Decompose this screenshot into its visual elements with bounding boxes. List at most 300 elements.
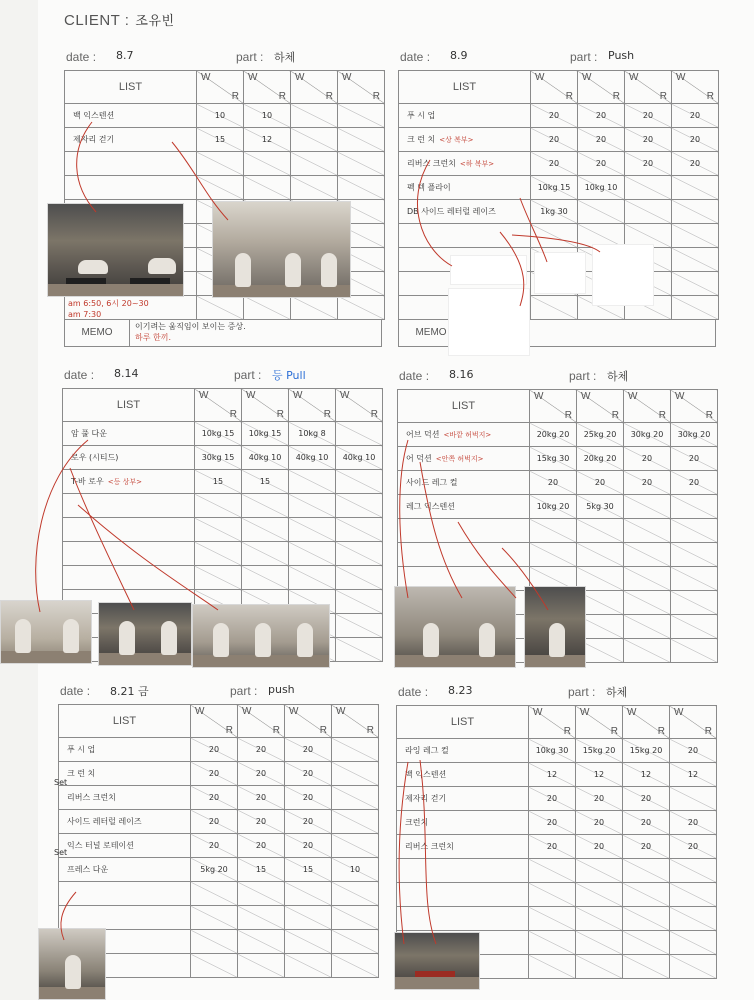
exercise-name (59, 786, 191, 810)
client-label: CLIENT : (64, 12, 130, 29)
weight-label: W (674, 707, 684, 718)
set-cell (291, 104, 338, 128)
set-cell (530, 519, 577, 543)
set-cell (238, 906, 285, 930)
set-cell (624, 591, 671, 615)
set-cell: 20 (238, 834, 285, 858)
weight-label: W (289, 706, 299, 717)
set-cell: 15 (197, 128, 244, 152)
set-cell (531, 296, 578, 320)
set-cell (671, 495, 718, 519)
set-cell: 20 (623, 811, 670, 835)
date-label: date : (398, 685, 429, 699)
exercise-name (398, 447, 530, 471)
workout-sheet-4 (397, 368, 715, 511)
weight-reps-header (197, 71, 244, 104)
date-value: 8.9 (450, 49, 468, 62)
exercise-photo-leg-curl (524, 586, 586, 668)
exercise-row (63, 446, 383, 470)
exercise-name (65, 152, 197, 176)
set-cell: 5kg 20 (191, 858, 238, 882)
exercise-log-table (58, 704, 379, 978)
set-cell (625, 176, 672, 200)
exercise-row (398, 495, 718, 519)
memo-note-red: 하루 한끼. (135, 333, 171, 342)
exercise-label: 어 덕션 (406, 454, 432, 463)
set-cell (285, 882, 332, 906)
exercise-name (398, 471, 530, 495)
weight-reps-header (623, 706, 670, 739)
exercise-row (59, 882, 379, 906)
exercise-row (65, 176, 385, 200)
set-cell (338, 152, 385, 176)
memo-row (64, 319, 382, 347)
table-header-row (399, 71, 719, 104)
weight-label: W (242, 706, 252, 717)
set-cell: 20 (285, 810, 332, 834)
exercise-row (63, 566, 383, 590)
reps-label: R (370, 409, 378, 420)
set-cell (191, 906, 238, 930)
set-cell: 20 (670, 739, 717, 763)
set-cell (244, 296, 291, 320)
weight-reps-header (191, 705, 238, 738)
reps-label: R (565, 91, 573, 102)
set-cell (672, 176, 719, 200)
weight-label: W (295, 72, 305, 83)
client-header (64, 10, 175, 29)
set-cell (623, 931, 670, 955)
set-cell (671, 519, 718, 543)
reps-label: R (272, 725, 280, 736)
exercise-label: 크 런 치 (407, 135, 436, 144)
set-cell: 20 (238, 738, 285, 762)
set-cell: 20 (624, 447, 671, 471)
reps-label: R (659, 91, 667, 102)
weight-label: W (293, 390, 303, 401)
set-cell (624, 519, 671, 543)
exercise-row (63, 518, 383, 542)
part-value: 하체 (606, 686, 628, 699)
memo-note: 이기려는 움직임이 보이는 증상. (135, 322, 246, 331)
set-cell: 20 (238, 786, 285, 810)
set-cell (336, 470, 383, 494)
exercise-label: 레그 익스텐션 (406, 502, 455, 511)
set-cell (242, 542, 289, 566)
weight-reps-header (238, 705, 285, 738)
set-cell: 20 (285, 762, 332, 786)
exercise-name (63, 494, 195, 518)
set-cell (197, 176, 244, 200)
workout-sheet-6 (396, 684, 714, 851)
exercise-row (397, 763, 717, 787)
exercise-label: 리버스 크런치 (407, 159, 456, 168)
exercise-name (398, 423, 530, 447)
list-column-header: LIST (397, 706, 529, 739)
set-cell: 20 (530, 471, 577, 495)
set-cell: 20 (578, 152, 625, 176)
exercise-row (65, 128, 385, 152)
exercise-name (399, 224, 531, 248)
set-cell: 10kg 8 (289, 422, 336, 446)
exercise-label: 백 익스텐션 (73, 111, 115, 120)
set-label: Set (54, 848, 68, 857)
set-cell (671, 567, 718, 591)
exercise-row (397, 859, 717, 883)
reps-label: R (658, 410, 666, 421)
set-cell: 20 (576, 835, 623, 859)
set-cell (289, 518, 336, 542)
reps-label: R (319, 725, 327, 736)
weight-reps-header (244, 71, 291, 104)
set-cell: 10kg 20 (530, 495, 577, 519)
set-cell (624, 567, 671, 591)
reps-label: R (705, 410, 713, 421)
set-cell (576, 907, 623, 931)
exercise-label: 리버스 크런치 (67, 793, 116, 802)
exercise-row (59, 786, 379, 810)
part-value: 등 Pull (272, 369, 306, 382)
weight-reps-header (576, 706, 623, 739)
exercise-name (399, 104, 531, 128)
reps-label: R (706, 91, 714, 102)
set-cell: 12 (244, 128, 291, 152)
exercise-label: 암 풀 다운 (71, 429, 107, 438)
set-cell (672, 296, 719, 320)
reps-label: R (564, 410, 572, 421)
exercise-row (398, 447, 718, 471)
exercise-name (397, 739, 529, 763)
weight-reps-header (289, 389, 336, 422)
set-cell (529, 931, 576, 955)
exercise-row (399, 104, 719, 128)
set-cell (197, 152, 244, 176)
set-cell: 20 (531, 152, 578, 176)
set-cell: 40kg 10 (289, 446, 336, 470)
exercise-label: 사이드 레터럴 레이즈 (67, 817, 142, 826)
reps-label: R (611, 410, 619, 421)
date-label: date : (400, 50, 431, 64)
set-cell: 20 (531, 104, 578, 128)
set-cell (291, 296, 338, 320)
exercise-label: 프레스 다운 (67, 865, 109, 874)
exercise-name (63, 446, 195, 470)
reps-label: R (704, 726, 712, 737)
part-label: part : (569, 369, 597, 383)
set-cell (672, 272, 719, 296)
set-cell: 20 (576, 811, 623, 835)
exercise-name (397, 787, 529, 811)
exercise-row (399, 296, 719, 320)
exercise-row (59, 930, 379, 954)
set-cell: 20 (531, 128, 578, 152)
weight-label: W (581, 391, 591, 402)
reps-label: R (229, 409, 237, 420)
exercise-name (398, 519, 530, 543)
table-header-row (59, 705, 379, 738)
reps-label: R (276, 409, 284, 420)
weight-label: W (533, 707, 543, 718)
part-label: part : (234, 368, 262, 382)
weight-reps-header (531, 71, 578, 104)
set-cell (529, 883, 576, 907)
sheet-header (398, 50, 716, 66)
date-label: date : (399, 369, 430, 383)
set-cell (336, 422, 383, 446)
exercise-name (397, 883, 529, 907)
set-cell: 20 (670, 811, 717, 835)
reps-label: R (225, 725, 233, 736)
set-cell (670, 787, 717, 811)
weight-reps-header (578, 71, 625, 104)
set-cell (338, 128, 385, 152)
weight-label: W (248, 72, 258, 83)
set-cell: 20 (672, 152, 719, 176)
exercise-name (63, 518, 195, 542)
exercise-label: 어브 덕션 (406, 430, 440, 439)
set-cell (289, 494, 336, 518)
set-cell (332, 834, 379, 858)
set-cell (672, 248, 719, 272)
exercise-label: 사이드 레그 컬 (406, 478, 458, 487)
exercise-row (397, 787, 717, 811)
client-name: 조유빈 (135, 14, 175, 29)
exercise-illustration-reverse-crunch (534, 252, 586, 294)
set-cell (291, 152, 338, 176)
set-cell (336, 590, 383, 614)
set-cell: 20 (625, 104, 672, 128)
set-cell: 12 (623, 763, 670, 787)
exercise-row (397, 883, 717, 907)
exercise-label: 로우 (시티드) (71, 453, 119, 462)
set-cell: 20 (529, 811, 576, 835)
weight-reps-header (577, 390, 624, 423)
reps-label: R (563, 726, 571, 737)
memo-label: MEMO (399, 319, 464, 346)
exercise-label: T-바 로우 (71, 477, 104, 486)
exercise-row (59, 906, 379, 930)
exercise-row (65, 104, 385, 128)
exercise-label: DB 사이드 레터럴 레이즈 (407, 207, 496, 216)
set-cell (289, 542, 336, 566)
exercise-label: 크 런 치 (67, 769, 96, 778)
set-cell (285, 954, 332, 978)
exercise-row (398, 519, 718, 543)
set-cell: 20 (625, 128, 672, 152)
set-cell (671, 543, 718, 567)
exercise-name (65, 128, 197, 152)
reps-label: R (325, 91, 333, 102)
exercise-row (399, 152, 719, 176)
set-cell (576, 883, 623, 907)
set-cell (576, 859, 623, 883)
weight-reps-header (195, 389, 242, 422)
memo-row (398, 319, 716, 347)
set-cell (336, 494, 383, 518)
set-cell (191, 882, 238, 906)
set-cell: 20 (671, 447, 718, 471)
set-cell (671, 591, 718, 615)
exercise-name (65, 176, 197, 200)
reps-label: R (231, 91, 239, 102)
exercise-row (63, 542, 383, 566)
time-note: am 6:50, 6시 20~30 (68, 299, 149, 308)
set-cell: 15 (238, 858, 285, 882)
exercise-name (63, 470, 195, 494)
time-note: am 7:30 (68, 310, 102, 319)
set-cell (336, 542, 383, 566)
set-cell (244, 176, 291, 200)
set-cell (576, 931, 623, 955)
exercise-row (399, 128, 719, 152)
weight-reps-header (336, 389, 383, 422)
set-cell (332, 786, 379, 810)
weight-label: W (195, 706, 205, 717)
reps-label: R (372, 91, 380, 102)
set-cell (289, 566, 336, 590)
exercise-row (398, 543, 718, 567)
weight-reps-header (625, 71, 672, 104)
reps-label: R (612, 91, 620, 102)
part-label: part : (568, 685, 596, 699)
weight-reps-header (291, 71, 338, 104)
set-cell (672, 200, 719, 224)
weight-label: W (535, 72, 545, 83)
set-cell (530, 543, 577, 567)
exercise-name (397, 811, 529, 835)
set-cell (529, 907, 576, 931)
exercise-note: <바깥 허벅지> (443, 431, 492, 439)
exercise-label: 백 익스텐션 (405, 770, 447, 779)
weight-reps-header (332, 705, 379, 738)
part-label: part : (236, 50, 264, 64)
exercise-row (65, 152, 385, 176)
set-cell (238, 930, 285, 954)
set-cell (195, 542, 242, 566)
set-cell: 10kg 30 (529, 739, 576, 763)
sheet-header (62, 368, 380, 384)
weight-label: W (580, 707, 590, 718)
set-cell (191, 930, 238, 954)
set-cell (529, 955, 576, 979)
weight-label: W (342, 72, 352, 83)
exercise-row (399, 200, 719, 224)
exercise-photo-seated-row (98, 602, 192, 666)
part-value: push (268, 683, 295, 696)
exercise-name (399, 200, 531, 224)
set-cell (577, 543, 624, 567)
list-column-header: LIST (63, 389, 195, 422)
set-cell (285, 906, 332, 930)
exercise-name (397, 835, 529, 859)
exercise-photo-abduction (394, 586, 516, 668)
set-cell: 20 (671, 471, 718, 495)
part-value: 하체 (607, 370, 629, 383)
set-cell (531, 224, 578, 248)
part-label: part : (230, 684, 258, 698)
set-cell: 30kg 20 (624, 423, 671, 447)
set-cell (338, 104, 385, 128)
weight-reps-header (338, 71, 385, 104)
exercise-photo-back-extension (47, 203, 184, 297)
weight-label: W (340, 390, 350, 401)
set-cell: 20 (238, 810, 285, 834)
weight-reps-header (529, 706, 576, 739)
set-cell: 30kg 15 (195, 446, 242, 470)
set-cell (670, 859, 717, 883)
set-cell: 20kg 20 (530, 423, 577, 447)
exercise-row (59, 738, 379, 762)
exercise-name (397, 859, 529, 883)
exercise-note: <안쪽 허벅지> (435, 455, 484, 463)
set-cell: 10kg 15 (195, 422, 242, 446)
set-cell: 20 (191, 810, 238, 834)
weight-label: W (199, 390, 209, 401)
set-cell (670, 955, 717, 979)
set-cell (623, 859, 670, 883)
date-label: date : (64, 368, 95, 382)
exercise-name (59, 762, 191, 786)
set-cell: 20 (285, 834, 332, 858)
set-cell (285, 930, 332, 954)
set-cell: 20 (578, 104, 625, 128)
set-cell (244, 152, 291, 176)
exercise-name (399, 152, 531, 176)
weight-label: W (534, 391, 544, 402)
exercise-note: <등 상부> (107, 478, 143, 486)
set-cell: 20 (577, 471, 624, 495)
exercise-row (59, 810, 379, 834)
set-cell (670, 883, 717, 907)
set-cell: 20 (576, 787, 623, 811)
date-value: 8.16 (449, 368, 474, 381)
exercise-row (397, 739, 717, 763)
set-cell: 20 (529, 787, 576, 811)
exercise-name (65, 104, 197, 128)
set-cell (332, 762, 379, 786)
exercise-illustration-lateral-raise (448, 288, 530, 356)
exercise-note: <하 복부> (459, 160, 495, 168)
weight-label: W (676, 72, 686, 83)
set-cell (195, 518, 242, 542)
exercise-name (398, 495, 530, 519)
sheet-header (58, 684, 376, 700)
exercise-name (59, 906, 191, 930)
exercise-row (399, 224, 719, 248)
set-cell (332, 930, 379, 954)
set-cell: 10 (244, 104, 291, 128)
weight-label: W (246, 390, 256, 401)
list-column-header: LIST (399, 71, 531, 104)
set-cell (624, 615, 671, 639)
exercise-label: 펙 덱 플라이 (407, 183, 451, 192)
set-label: Set (54, 778, 68, 787)
exercise-photo-walking-lunge (212, 201, 351, 298)
set-cell (191, 954, 238, 978)
set-cell (291, 128, 338, 152)
exercise-row (59, 834, 379, 858)
exercise-row (397, 811, 717, 835)
exercise-photo-arm-pulldown (0, 600, 92, 664)
set-cell: 15 (242, 470, 289, 494)
set-cell (332, 954, 379, 978)
set-cell (242, 518, 289, 542)
set-cell: 15kg 30 (530, 447, 577, 471)
set-cell: 20 (529, 835, 576, 859)
set-cell: 40kg 10 (242, 446, 289, 470)
set-cell (338, 296, 385, 320)
sheet-header (64, 50, 382, 66)
